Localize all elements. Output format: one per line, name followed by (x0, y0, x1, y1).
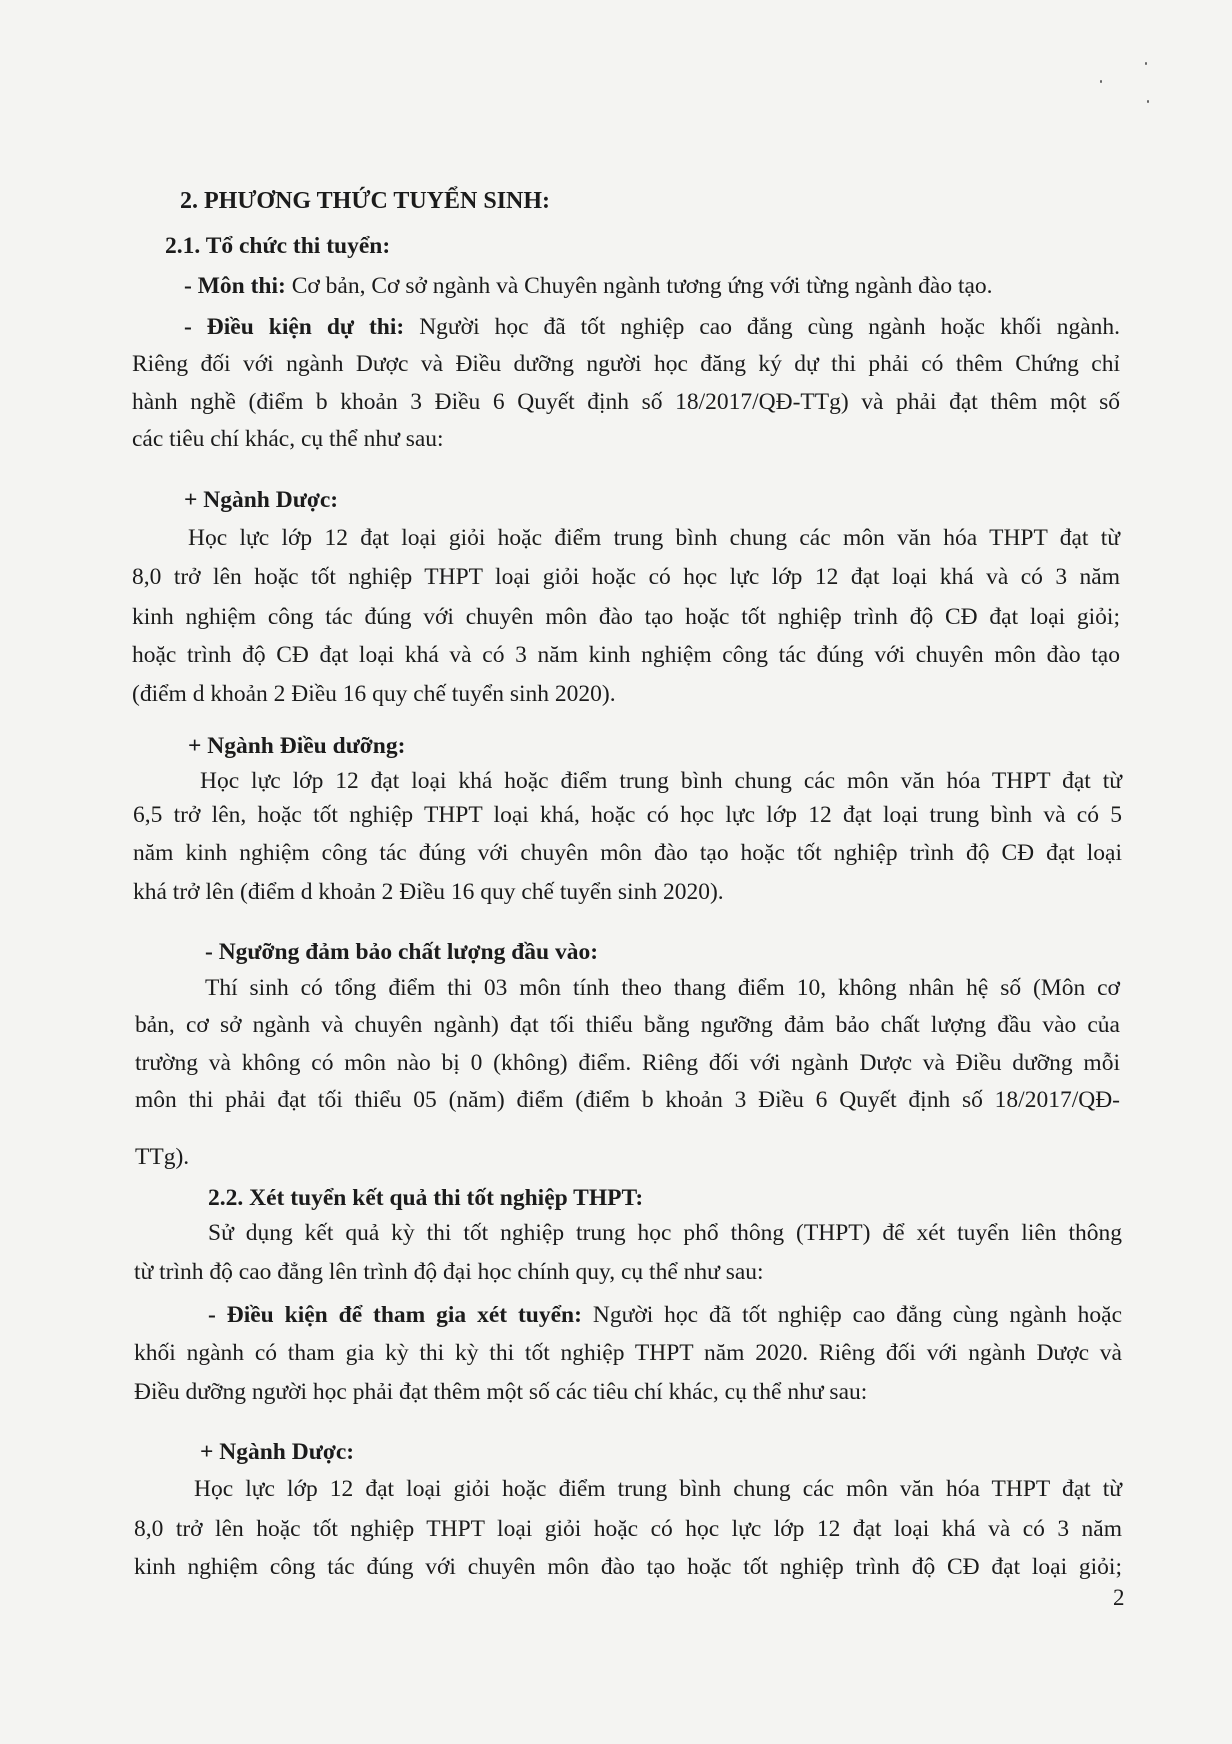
paragraph-line: Riêng đối với ngành Dược và Điều dưỡng người học đăng ký dự thi phải có thêm Chứng chỉ (132, 351, 1120, 377)
paragraph-line: môn thi phải đạt tối thiểu 05 (năm) điểm (điểm b khoản 3 Điều 6 Quyết định số 18/2017/QĐ- (135, 1087, 1120, 1113)
sub-heading: + Ngành Dược: (200, 1439, 355, 1465)
sub-heading: - Ngưỡng đảm bảo chất lượng đầu vào: (205, 939, 599, 965)
paragraph-line: (điểm d khoản 2 Điều 16 quy chế tuyển sinh 2020). (132, 681, 616, 707)
page-number: 2 (1113, 1585, 1125, 1610)
text-run: Người học đã tốt nghiệp cao đẳng cùng ngành hoặc (592, 1302, 1123, 1328)
paragraph-line: năm kinh nghiệm công tác đúng với chuyên môn đào tạo hoặc tốt nghiệp trình độ CĐ đạt loại (133, 840, 1122, 866)
paragraph-line: 8,0 trở lên hoặc tốt nghiệp THPT loại giỏi hoặc có học lực lớp 12 đạt loại khá và có 3 năm (132, 564, 1120, 590)
section-heading: 2. PHƯƠNG THỨC TUYỂN SINH: (180, 188, 551, 214)
text-run: Người học đã tốt nghiệp cao đẳng cùng ngành hoặc khối ngành. (419, 314, 1120, 340)
paragraph-line: Học lực lớp 12 đạt loại khá hoặc điểm trung bình chung các môn văn hóa THPT đạt từ (200, 768, 1122, 794)
paragraph-line (184, 271, 993, 301)
subsection-title: 2.2. Xét tuyển kết quả thi tốt nghiệp THPT: (208, 1185, 644, 1211)
paragraph-line: từ trình độ cao đẳng lên trình độ đại học chính quy, cụ thể như sau: (134, 1259, 764, 1285)
paragraph-line: trường và không có môn nào bị 0 (không) điểm. Riêng đối với ngành Dược và Điều dưỡng mỗi (135, 1050, 1120, 1076)
subsection-title: 2.1. Tổ chức thi tuyển: (165, 233, 391, 259)
paragraph-line: Sử dụng kết quả kỳ thi tốt nghiệp trung học phổ thông (THPT) để xét tuyển liên thông (208, 1220, 1122, 1246)
paragraph-line: Học lực lớp 12 đạt loại giỏi hoặc điểm trung bình chung các môn văn hóa THPT đạt từ (194, 1476, 1122, 1502)
paragraph-line (184, 312, 1120, 342)
sub-heading: + Ngành Dược: (184, 487, 339, 513)
paragraph-line: Học lực lớp 12 đạt loại giỏi hoặc điểm trung bình chung các môn văn hóa THPT đạt từ (188, 525, 1120, 551)
paragraph-line: kinh nghiệm công tác đúng với chuyên môn đào tạo hoặc tốt nghiệp trình độ CĐ đạt loại giỏi; (132, 604, 1120, 630)
paragraph-line: Điều dưỡng người học phải đạt thêm một số các tiêu chí khác, cụ thể như sau: (134, 1379, 868, 1405)
paragraph-line: hành nghề (điểm b khoản 3 Điều 6 Quyết định số 18/2017/QĐ-TTg) và phải đạt thêm một số (132, 389, 1120, 415)
paragraph-line: hoặc trình độ CĐ đạt loại khá và có 3 năm kinh nghiệm công tác đúng với chuyên môn đào tạo (132, 642, 1120, 668)
scan-speck (1100, 80, 1102, 83)
scan-speck (1147, 100, 1149, 103)
text-run: Cơ bản, Cơ sở ngành và Chuyên ngành tương ứng với từng ngành đào tạo. (291, 273, 993, 299)
paragraph-line (208, 1300, 1122, 1330)
inline-label: - Điều kiện để tham gia xét tuyển: (208, 1302, 582, 1328)
paragraph-line: bản, cơ sở ngành và chuyên ngành) đạt tối thiểu bằng ngưỡng đảm bảo chất lượng đầu vào của (135, 1012, 1120, 1038)
paragraph-line: 8,0 trở lên hoặc tốt nghiệp THPT loại giỏi hoặc có học lực lớp 12 đạt loại khá và có 3 năm (134, 1516, 1122, 1542)
inline-label: - Điều kiện dự thi: (184, 314, 405, 340)
paragraph-line: các tiêu chí khác, cụ thể như sau: (132, 426, 444, 452)
paragraph-line: Thí sinh có tổng điểm thi 03 môn tính theo thang điểm 10, không nhân hệ số (Môn cơ (205, 975, 1120, 1001)
paragraph-line: kinh nghiệm công tác đúng với chuyên môn đào tạo hoặc tốt nghiệp trình độ CĐ đạt loại giỏi; (134, 1554, 1122, 1580)
inline-label: - Môn thi: (184, 273, 286, 299)
paragraph-line: 6,5 trở lên, hoặc tốt nghiệp THPT loại khá, hoặc có học lực lớp 12 đạt loại trung bình và có 5 (133, 802, 1122, 828)
scan-speck (1145, 62, 1147, 65)
sub-heading: + Ngành Điều dưỡng: (188, 733, 406, 759)
paragraph-line: khá trở lên (điểm d khoản 2 Điều 16 quy chế tuyển sinh 2020). (133, 879, 724, 905)
paragraph-line: TTg). (135, 1144, 190, 1170)
paragraph-line: khối ngành có tham gia kỳ thi kỳ thi tốt nghiệp THPT năm 2020. Riêng đối với ngành Dược và (134, 1340, 1122, 1366)
